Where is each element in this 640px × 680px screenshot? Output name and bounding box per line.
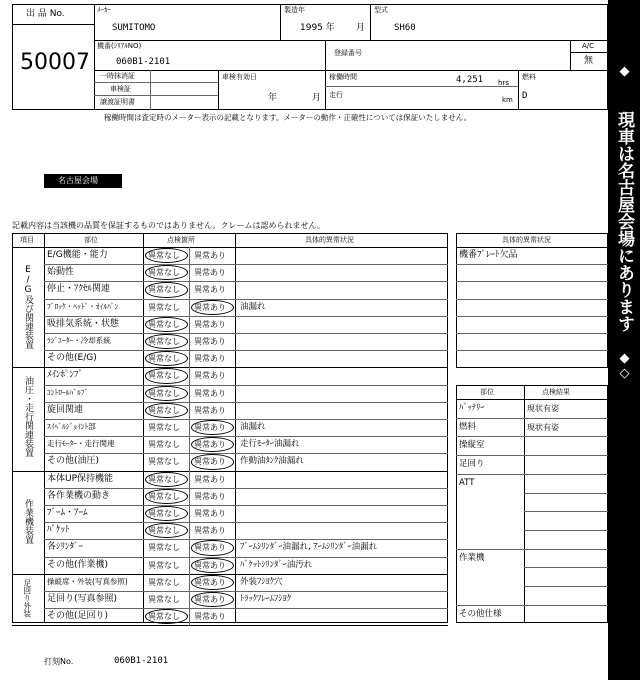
status-normal[interactable]: 異常なし — [148, 457, 180, 467]
check-row-divider — [456, 436, 608, 437]
status-abnormal[interactable]: 異常あり — [194, 560, 226, 570]
status-normal[interactable]: 異常なし — [148, 491, 180, 501]
header-part: 部位 — [84, 236, 98, 244]
venue-label: 名古屋会場 — [58, 176, 98, 185]
check-column-divider — [524, 385, 525, 623]
part-label: その他(作業機) — [47, 559, 109, 570]
status-normal[interactable]: 異常なし — [148, 543, 180, 553]
selected-status-circle — [145, 317, 188, 332]
part-label: ｽｲﾍﾞﾙｼﾞｮｲﾝﾄ部 — [47, 422, 96, 431]
status-abnormal[interactable]: 異常あり — [194, 371, 226, 381]
check-row-divider — [456, 474, 608, 475]
check-row-divider — [524, 586, 608, 587]
row-divider — [44, 299, 448, 300]
check-result: 現状有姿 — [527, 404, 559, 413]
status-abnormal[interactable]: 異常あり — [194, 388, 226, 398]
check-part: ﾊﾞｯﾃﾘｰ — [459, 403, 485, 413]
status-abnormal[interactable]: 異常あり — [194, 526, 226, 536]
status-abnormal[interactable]: 異常あり — [194, 285, 226, 295]
detail-text: 油漏れ — [240, 422, 266, 432]
maker-value: SUMITOMO — [112, 23, 156, 33]
row-divider — [44, 539, 448, 540]
status-abnormal[interactable]: 異常あり — [194, 319, 226, 329]
table-column-divider — [143, 233, 144, 623]
status-abnormal[interactable]: 異常あり — [194, 405, 226, 415]
detail-text: 作動油ﾀﾝｸ油漏れ — [240, 456, 304, 467]
serial-label: 機番(ｼﾘｱﾙNO) — [97, 42, 142, 50]
status-abnormal[interactable]: 異常あり — [194, 491, 226, 501]
status-abnormal[interactable]: 異常あり — [194, 354, 226, 364]
status-normal[interactable]: 異常なし — [148, 388, 180, 398]
status-abnormal[interactable]: 異常あり — [194, 440, 226, 450]
part-label: ｺﾝﾄﾛｰﾙﾊﾞﾙﾌﾞ — [47, 387, 89, 397]
part-label: 吸排気系統・状態 — [47, 318, 120, 329]
item-no-label: 出 品 No. — [26, 9, 65, 19]
group-label: 油圧・走行関連装置 — [23, 376, 33, 458]
status-normal[interactable]: 異常なし — [148, 268, 180, 278]
extra-detail-line: 機番ﾌﾟﾚｰﾄ欠品 — [459, 250, 518, 260]
part-label: 旋回関連 — [47, 404, 84, 415]
transfer-cert-label: 譲渡証明書 — [100, 98, 135, 106]
ac-label: A/C — [582, 42, 595, 50]
hrs-unit: hrs — [498, 79, 509, 87]
status-normal[interactable]: 異常なし — [148, 405, 180, 415]
header-detail: 具体的異常状況 — [305, 236, 354, 244]
part-label: 各作業機の動き — [47, 490, 111, 501]
check-result: 現状有姿 — [527, 422, 559, 432]
status-abnormal[interactable]: 異常あり — [194, 543, 226, 553]
detail-text: ﾌﾞｰﾑｼﾘﾝﾀﾞｰ油漏れ, ｱｰﾑｼﾘﾝﾀﾞｰ油漏れ — [240, 542, 378, 553]
row-divider — [12, 625, 448, 626]
selected-status-circle — [191, 575, 234, 590]
fuel-value: D — [522, 91, 528, 101]
row-divider — [44, 557, 448, 558]
detail-text: ﾄﾗｯｸﾌﾚｰﾑﾌｼﾖｸ — [240, 594, 292, 604]
row-divider — [44, 333, 448, 334]
check-divider — [189, 264, 190, 281]
row-divider — [44, 316, 448, 317]
part-label: 本体UP保持機能 — [47, 473, 114, 484]
venue-badge — [44, 174, 122, 188]
status-normal[interactable]: 異常なし — [148, 612, 180, 622]
status-abnormal[interactable]: 異常あり — [194, 268, 226, 278]
registration-label: 登録番号 — [334, 49, 362, 57]
km-unit: km — [502, 96, 513, 104]
check-divider — [189, 557, 190, 574]
row-divider — [44, 419, 448, 420]
detail-row-divider — [456, 299, 608, 300]
detail-row-divider — [456, 350, 608, 351]
check-header-divider — [456, 399, 608, 400]
part-label: 走行ﾓｰﾀｰ・走行関連 — [47, 439, 115, 449]
part-label: ﾒｲﾝﾎﾟﾝﾌﾟ — [47, 370, 84, 381]
part-label: 操縦席・外装(写真参照) — [47, 576, 128, 586]
status-normal[interactable]: 異常なし — [148, 577, 180, 587]
header-item: 項目 — [20, 236, 34, 244]
check-result-table — [456, 385, 608, 623]
check-row-divider — [456, 549, 608, 550]
check-divider — [189, 574, 190, 591]
detail-row-divider — [456, 333, 608, 334]
check-divider — [189, 471, 190, 488]
disclaimer: 記載内容は当該機の品質を保証するものではありません。クレームは認められません。 — [12, 221, 325, 230]
selected-status-circle — [191, 454, 234, 469]
row-divider — [44, 436, 448, 437]
inspection-cert-label: 車検証 — [110, 85, 131, 93]
check-divider — [189, 522, 190, 539]
detail-text: 油漏れ — [240, 301, 266, 312]
check-divider — [189, 281, 190, 298]
hours-label: 稼働時間 — [329, 73, 357, 81]
model-value: SH60 — [394, 23, 416, 33]
check-part: 燃料 — [459, 421, 477, 432]
status-abnormal[interactable]: 異常あり — [194, 577, 226, 587]
year-value: 1995 年 — [300, 23, 335, 33]
check-divider — [189, 316, 190, 333]
status-normal[interactable]: 異常なし — [148, 251, 180, 260]
status-normal[interactable]: 異常なし — [148, 474, 180, 484]
status-normal[interactable]: 異常なし — [148, 319, 180, 329]
check-part: 操縦室 — [459, 440, 485, 451]
check-divider — [189, 505, 190, 522]
part-label: 各ｼﾘﾝﾀﾞｰ — [47, 542, 84, 553]
status-normal[interactable]: 異常なし — [148, 560, 180, 570]
part-label: その他(足回り) — [47, 611, 109, 622]
part-label: E/G機能・能力 — [47, 250, 108, 260]
part-label: ﾗｼﾞｴｰﾀｰ・冷却系統 — [47, 336, 111, 345]
selected-status-circle — [145, 489, 188, 504]
selected-status-circle — [191, 300, 234, 315]
check-divider — [189, 488, 190, 505]
status-abnormal[interactable]: 異常あり — [194, 595, 226, 604]
temp-plate-label: 一時抹消証 — [100, 72, 135, 80]
header-check: 点検箇所 — [167, 236, 195, 244]
selected-status-circle — [145, 368, 188, 383]
row-divider — [44, 453, 448, 454]
check-divider — [189, 367, 190, 384]
status-abnormal[interactable]: 異常あり — [194, 509, 226, 518]
table-column-divider — [235, 233, 236, 623]
check-divider — [189, 299, 190, 316]
status-abnormal[interactable]: 異常あり — [194, 337, 226, 346]
check-divider — [189, 591, 190, 608]
extra-detail-header: 具体的異常状況 — [502, 236, 551, 244]
check-header-result: 点検結果 — [542, 388, 570, 396]
status-normal[interactable]: 異常なし — [148, 354, 180, 364]
expiry-year-unit: 年 — [268, 93, 278, 103]
part-label: その他(油圧) — [47, 456, 100, 467]
table-header-divider — [12, 247, 448, 248]
check-header-part: 部位 — [480, 388, 494, 396]
check-divider — [189, 436, 190, 453]
part-label: 足回り(写真参照) — [47, 594, 118, 604]
row-divider — [44, 591, 448, 592]
detail-text: ﾊﾞｹｯﾄｼﾘﾝﾀﾞｰ油汚れ — [240, 559, 313, 570]
detail-row-divider — [456, 316, 608, 317]
hours-note: 稼働時間は査定時のメーター表示の記載となります。メーターの動作・正確性については保証いたしません。 — [104, 113, 472, 122]
detail-row-divider — [456, 281, 608, 282]
check-divider — [189, 539, 190, 556]
model-label: 型式 — [374, 6, 388, 14]
group-label: 作業機装置 — [23, 498, 33, 544]
check-row-divider — [524, 511, 608, 512]
row-divider — [44, 608, 448, 609]
travel-label: 走行 — [329, 91, 343, 99]
detail-header-divider — [456, 247, 608, 248]
maker-label: ﾒｰｶｰ — [97, 6, 111, 14]
location-banner — [608, 0, 640, 680]
part-label: ﾌﾞﾛｯｸ・ﾍｯﾄﾞ・ｵｲﾙﾊﾟﾝ — [47, 301, 119, 311]
check-divider — [189, 453, 190, 470]
row-divider — [44, 402, 448, 403]
selected-status-circle — [191, 558, 234, 573]
group-label: E/G及び関連装置 — [23, 264, 33, 349]
status-abnormal[interactable]: 異常あり — [194, 251, 226, 260]
selected-status-circle — [145, 403, 188, 418]
check-part: 足回り — [459, 459, 485, 470]
detail-row-divider — [456, 264, 608, 265]
selected-status-circle — [145, 386, 188, 401]
status-abnormal[interactable]: 異常あり — [194, 612, 226, 622]
check-divider — [189, 402, 190, 419]
row-divider — [44, 264, 448, 265]
selected-status-circle — [145, 472, 188, 487]
banner-diamond-top: ◆ — [617, 64, 632, 79]
hours-value: 4,251 — [456, 75, 484, 85]
status-normal[interactable]: 異常なし — [148, 337, 180, 346]
status-normal[interactable]: 異常なし — [148, 526, 180, 536]
inspection-expiry-label: 車検有効日 — [222, 73, 257, 81]
row-divider — [44, 385, 448, 386]
row-divider — [12, 367, 448, 368]
part-label: 始動性 — [47, 267, 75, 278]
check-row-divider — [524, 567, 608, 568]
part-label: その他(E/G) — [47, 353, 97, 364]
stamp-value: 060B1-2101 — [114, 656, 169, 666]
check-part: ATT — [459, 477, 475, 488]
selected-status-circle — [145, 282, 188, 297]
row-divider — [44, 488, 448, 489]
item-no: 50007 — [20, 50, 90, 75]
check-row-divider — [456, 418, 608, 419]
check-row-divider — [456, 605, 608, 606]
row-divider — [44, 281, 448, 282]
check-divider — [189, 333, 190, 350]
detail-text: 走行ﾓｰﾀｰ油漏れ — [240, 439, 300, 450]
status-normal[interactable]: 異常なし — [148, 423, 180, 432]
check-row-divider — [524, 530, 608, 531]
part-label: 停止・ｱｸｾﾙ関連 — [47, 284, 111, 295]
status-abnormal[interactable]: 異常あり — [194, 302, 226, 312]
ac-value: 無 — [584, 56, 594, 66]
status-abnormal[interactable]: 異常あり — [194, 457, 226, 467]
check-row-divider — [524, 493, 608, 494]
banner-diamonds-bottom: ◆◇ — [617, 351, 632, 381]
row-divider — [12, 471, 448, 472]
month-unit: 月 — [356, 23, 366, 33]
status-normal[interactable]: 異常なし — [148, 302, 180, 312]
status-abnormal[interactable]: 異常あり — [194, 423, 226, 432]
status-normal[interactable]: 異常なし — [148, 509, 180, 518]
part-label: ﾊﾞｹｯﾄ — [47, 525, 70, 536]
detail-text: 外装ﾌｼﾖｸ穴 — [240, 576, 283, 587]
row-divider — [44, 522, 448, 523]
check-row-divider — [456, 455, 608, 456]
check-divider — [189, 350, 190, 367]
row-divider — [44, 350, 448, 351]
table-column-divider — [44, 233, 45, 623]
check-divider — [189, 247, 190, 264]
banner-text: 現車は名古屋会場にあります — [614, 110, 634, 332]
check-divider — [189, 608, 190, 625]
check-divider — [189, 419, 190, 436]
status-abnormal[interactable]: 異常あり — [194, 474, 226, 484]
group-label: 足回り外装 — [22, 579, 32, 618]
serial-value: 060B1-2101 — [116, 57, 171, 67]
selected-status-circle — [191, 540, 234, 555]
part-label: ﾌﾞｰﾑ・ｱｰﾑ — [47, 508, 88, 518]
fuel-label: 燃料 — [522, 73, 536, 81]
status-normal[interactable]: 異常なし — [148, 595, 180, 604]
status-normal[interactable]: 異常なし — [148, 371, 180, 381]
expiry-month-unit: 月 — [312, 93, 322, 103]
row-divider — [44, 505, 448, 506]
row-divider — [12, 574, 448, 575]
check-part: その他仕様 — [459, 608, 502, 619]
status-normal[interactable]: 異常なし — [148, 285, 180, 295]
status-normal[interactable]: 異常なし — [148, 440, 180, 450]
check-part: 作業機 — [459, 552, 485, 563]
stamp-label: 打刻No. — [44, 657, 74, 666]
check-divider — [189, 385, 190, 402]
year-label: 製造年 — [284, 6, 305, 14]
